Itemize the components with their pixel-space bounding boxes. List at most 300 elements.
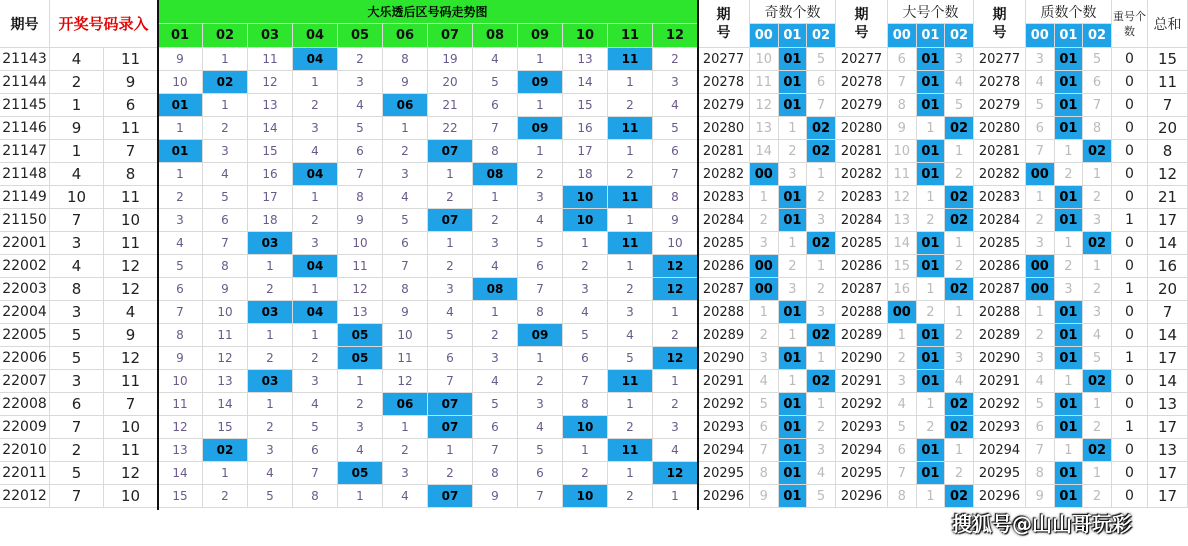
trend-cell: 2 [248, 416, 293, 439]
trend-cell: 8 [293, 485, 338, 508]
issue-cell: 22003 [0, 278, 50, 301]
trend-cell: 9 [158, 347, 203, 370]
big-count-cell: 01 [917, 255, 946, 278]
trend-cell: 9 [158, 48, 203, 71]
prime-count-cell: 4 [1026, 71, 1055, 94]
period-cell: 20295 [836, 462, 888, 485]
prime-count-cell: 7 [1026, 140, 1055, 163]
odd-count-cell: 3 [807, 301, 836, 324]
big-count-cell: 4 [945, 71, 974, 94]
trend-cell: 10 [563, 186, 608, 209]
trend-cell: 3 [428, 278, 473, 301]
draw-number-a: 1 [50, 140, 104, 163]
repeat-cell: 0 [1112, 485, 1148, 508]
big-count-cell: 02 [945, 209, 974, 232]
draw-number-b: 7 [104, 393, 158, 416]
trend-cell: 12 [653, 255, 698, 278]
trend-cell: 1 [293, 186, 338, 209]
trend-cell: 2 [608, 94, 653, 117]
trend-cell: 3 [293, 232, 338, 255]
trend-cell: 2 [338, 48, 383, 71]
big-count-cell: 01 [917, 370, 946, 393]
period-cell: 20280 [974, 117, 1026, 140]
prime-count-cell: 1 [1026, 301, 1055, 324]
trend-cell: 1 [653, 485, 698, 508]
period-cell: 20283 [836, 186, 888, 209]
total-cell: 13 [1148, 393, 1188, 416]
odd-count-cell: 3 [750, 232, 779, 255]
trend-cell: 2 [563, 462, 608, 485]
big-count-cell: 01 [917, 71, 946, 94]
trend-cell: 3 [383, 163, 428, 186]
trend-cell: 1 [203, 48, 248, 71]
prime-count-cell: 2 [1083, 278, 1112, 301]
odd-count-cell: 00 [750, 163, 779, 186]
period-cell: 20289 [836, 324, 888, 347]
repeat-cell: 0 [1112, 117, 1148, 140]
odd-count-cell: 1 [750, 301, 779, 324]
period-cell: 20281 [698, 140, 750, 163]
period-cell: 20294 [836, 439, 888, 462]
trend-cell: 4 [248, 462, 293, 485]
period-cell: 20278 [974, 71, 1026, 94]
odd-count-cell: 3 [750, 347, 779, 370]
big-count-cell: 1 [888, 324, 917, 347]
trend-cell: 11 [608, 370, 653, 393]
trend-cell: 05 [338, 462, 383, 485]
trend-col-header: 10 [563, 24, 608, 48]
trend-cell: 3 [563, 278, 608, 301]
trend-cell: 4 [473, 370, 518, 393]
issue-header-line2: 号 [854, 24, 869, 41]
trend-cell: 1 [518, 48, 563, 71]
trend-cell: 5 [428, 324, 473, 347]
big-count-cell: 15 [888, 255, 917, 278]
big-count-cell: 2 [888, 347, 917, 370]
big-count-cell: 6 [888, 48, 917, 71]
trend-cell: 1 [473, 301, 518, 324]
draw-number-a: 2 [50, 71, 104, 94]
trend-cell: 1 [563, 439, 608, 462]
prime-count-cell: 6 [1026, 117, 1055, 140]
prime-count-cell: 1 [1083, 255, 1112, 278]
trend-cell: 10 [563, 416, 608, 439]
period-cell: 20290 [836, 347, 888, 370]
trend-cell: 3 [518, 186, 563, 209]
prime-count-cell: 1 [1055, 439, 1084, 462]
trend-cell: 9 [383, 301, 428, 324]
big-count-cell: 02 [945, 416, 974, 439]
odd-count-col-header: 01 [779, 24, 808, 48]
trend-cell: 5 [338, 117, 383, 140]
trend-cell: 2 [203, 485, 248, 508]
trend-cell: 10 [383, 324, 428, 347]
trend-cell: 10 [203, 301, 248, 324]
period-cell: 20286 [698, 255, 750, 278]
trend-cell: 17 [248, 186, 293, 209]
trend-cell: 1 [248, 255, 293, 278]
trend-cell: 5 [383, 209, 428, 232]
big-count-cell: 11 [888, 163, 917, 186]
period-cell: 20279 [836, 94, 888, 117]
total-cell: 14 [1148, 324, 1188, 347]
trend-cell: 4 [293, 140, 338, 163]
odd-count-cell: 2 [750, 324, 779, 347]
issue-cell: 21146 [0, 117, 50, 140]
big-count-cell: 6 [888, 439, 917, 462]
draw-number-a: 5 [50, 347, 104, 370]
trend-cell: 17 [563, 140, 608, 163]
prime-count-cell: 01 [1055, 94, 1084, 117]
issue-cell: 21149 [0, 186, 50, 209]
period-cell: 20287 [836, 278, 888, 301]
big-count-cell: 02 [945, 393, 974, 416]
trend-cell: 5 [473, 393, 518, 416]
trend-cell: 5 [248, 485, 293, 508]
odd-count-cell: 02 [807, 232, 836, 255]
total-cell: 17 [1148, 209, 1188, 232]
prime-count-cell: 2 [1083, 416, 1112, 439]
trend-cell: 3 [518, 393, 563, 416]
trend-cell: 09 [518, 324, 563, 347]
trend-cell: 13 [248, 94, 293, 117]
draw-number-b: 10 [104, 209, 158, 232]
trend-cell: 4 [428, 301, 473, 324]
trend-cell: 06 [383, 94, 428, 117]
trend-cell: 04 [293, 255, 338, 278]
trend-cell: 2 [338, 393, 383, 416]
odd-count-cell: 01 [779, 393, 808, 416]
issue-cell: 21147 [0, 140, 50, 163]
big-count-cell: 1 [917, 485, 946, 508]
repeat-cell: 0 [1112, 324, 1148, 347]
repeat-cell: 0 [1112, 462, 1148, 485]
trend-cell: 2 [608, 416, 653, 439]
trend-cell: 3 [293, 370, 338, 393]
watermark: 搜狐号@山山哥玩彩 [952, 512, 1132, 536]
odd-count-cell: 2 [779, 140, 808, 163]
draw-number-b: 11 [104, 370, 158, 393]
trend-cell: 11 [383, 347, 428, 370]
big-count-cell: 01 [917, 48, 946, 71]
trend-cell: 2 [383, 140, 428, 163]
trend-col-header: 01 [158, 24, 203, 48]
trend-cell: 11 [608, 186, 653, 209]
trend-cell: 4 [653, 94, 698, 117]
draw-number-a: 1 [50, 94, 104, 117]
trend-cell: 9 [383, 71, 428, 94]
trend-cell: 1 [293, 278, 338, 301]
trend-cell: 1 [473, 186, 518, 209]
prime-count-col-header: 01 [1055, 24, 1084, 48]
total-cell: 16 [1148, 255, 1188, 278]
trend-cell: 13 [158, 439, 203, 462]
trend-cell: 18 [248, 209, 293, 232]
trend-cell: 6 [518, 462, 563, 485]
issue-cell: 22008 [0, 393, 50, 416]
trend-cell: 05 [338, 324, 383, 347]
trend-cell: 05 [338, 347, 383, 370]
prime-count-cell: 5 [1026, 94, 1055, 117]
trend-cell: 9 [653, 209, 698, 232]
prime-count-cell: 1 [1026, 186, 1055, 209]
total-cell: 17 [1148, 347, 1188, 370]
trend-cell: 10 [563, 485, 608, 508]
period-cell: 20289 [698, 324, 750, 347]
draw-number-a: 7 [50, 485, 104, 508]
trend-cell: 3 [293, 117, 338, 140]
odd-count-cell: 1 [807, 255, 836, 278]
trend-cell: 1 [518, 347, 563, 370]
odd-count-cell: 3 [807, 439, 836, 462]
issue-cell: 22004 [0, 301, 50, 324]
trend-cell: 4 [383, 186, 428, 209]
big-count-cell: 2 [945, 163, 974, 186]
trend-cell: 1 [293, 324, 338, 347]
period-cell: 20290 [698, 347, 750, 370]
big-count-cell: 2 [917, 301, 946, 324]
repeat-cell: 0 [1112, 232, 1148, 255]
trend-cell: 8 [338, 186, 383, 209]
trend-cell: 5 [563, 324, 608, 347]
odd-count-cell: 1 [779, 232, 808, 255]
prime-count-cell: 01 [1055, 416, 1084, 439]
trend-cell: 04 [293, 301, 338, 324]
total-cell: 7 [1148, 301, 1188, 324]
draw-number-a: 3 [50, 301, 104, 324]
trend-cell: 2 [608, 163, 653, 186]
trend-cell: 11 [158, 393, 203, 416]
odd-count-cell: 01 [779, 301, 808, 324]
total-cell: 8 [1148, 140, 1188, 163]
big-count-cell: 2 [945, 324, 974, 347]
odd-count-cell: 1 [807, 347, 836, 370]
prime-count-cell: 2 [1083, 186, 1112, 209]
total-cell: 13 [1148, 439, 1188, 462]
trend-cell: 2 [518, 370, 563, 393]
repeat-cell: 0 [1112, 163, 1148, 186]
odd-count-cell: 4 [750, 370, 779, 393]
trend-cell: 4 [293, 393, 338, 416]
prime-count-cell: 3 [1083, 209, 1112, 232]
issue-cell: 22002 [0, 255, 50, 278]
prime-count-cell: 5 [1083, 48, 1112, 71]
trend-cell: 20 [428, 71, 473, 94]
trend-cell: 1 [608, 140, 653, 163]
draw-number-a: 10 [50, 186, 104, 209]
big-count-title: 大号个数 [888, 0, 974, 24]
period-cell: 20283 [698, 186, 750, 209]
big-count-cell: 01 [917, 347, 946, 370]
trend-cell: 14 [203, 393, 248, 416]
issue-cell: 21144 [0, 71, 50, 94]
period-cell: 20282 [836, 163, 888, 186]
trend-cell: 5 [293, 416, 338, 439]
issue-cell: 22009 [0, 416, 50, 439]
prime-count-cell: 7 [1026, 439, 1055, 462]
trend-cell: 5 [653, 117, 698, 140]
issue-header-line1: 期 [854, 6, 869, 23]
odd-count-cell: 01 [779, 94, 808, 117]
trend-cell: 04 [293, 48, 338, 71]
trend-cell: 3 [608, 301, 653, 324]
issue-cell: 22010 [0, 439, 50, 462]
trend-cell: 4 [338, 94, 383, 117]
trend-cell: 01 [158, 140, 203, 163]
trend-cell: 1 [563, 232, 608, 255]
trend-cell: 1 [608, 209, 653, 232]
trend-cell: 15 [203, 416, 248, 439]
trend-cell: 3 [653, 71, 698, 94]
trend-cell: 6 [203, 209, 248, 232]
period-cell: 20296 [698, 485, 750, 508]
big-count-cell: 4 [888, 393, 917, 416]
trend-cell: 21 [428, 94, 473, 117]
prime-count-cell: 01 [1055, 186, 1084, 209]
repeat-cell: 0 [1112, 71, 1148, 94]
trend-cell: 2 [293, 94, 338, 117]
big-count-cell: 4 [945, 370, 974, 393]
prime-count-cell: 2 [1083, 485, 1112, 508]
draw-number-b: 12 [104, 255, 158, 278]
trend-cell: 1 [608, 71, 653, 94]
period-cell: 20292 [974, 393, 1026, 416]
trend-cell: 2 [293, 347, 338, 370]
period-cell: 20280 [836, 117, 888, 140]
trend-cell: 1 [653, 370, 698, 393]
trend-cell: 7 [428, 370, 473, 393]
trend-cell: 2 [158, 186, 203, 209]
trend-cell: 12 [653, 347, 698, 370]
trend-cell: 07 [428, 393, 473, 416]
trend-cell: 14 [248, 117, 293, 140]
issue-cell: 21145 [0, 94, 50, 117]
odd-count-cell: 4 [807, 462, 836, 485]
draw-number-a: 3 [50, 232, 104, 255]
period-cell: 20291 [836, 370, 888, 393]
big-count-cell: 7 [888, 71, 917, 94]
trend-cell: 5 [518, 232, 563, 255]
trend-cell: 12 [653, 278, 698, 301]
prime-count-cell: 8 [1083, 117, 1112, 140]
big-count-cell: 01 [917, 94, 946, 117]
trend-cell: 7 [338, 163, 383, 186]
trend-cell: 09 [518, 71, 563, 94]
trend-cell: 1 [518, 94, 563, 117]
period-cell: 20294 [698, 439, 750, 462]
prime-count-cell: 01 [1055, 117, 1084, 140]
odd-count-cell: 13 [750, 117, 779, 140]
trend-cell: 7 [518, 278, 563, 301]
prime-count-cell: 01 [1055, 324, 1084, 347]
draw-number-a: 5 [50, 462, 104, 485]
trend-cell: 7 [473, 117, 518, 140]
prime-count-cell: 01 [1055, 485, 1084, 508]
trend-cell: 7 [293, 462, 338, 485]
issue-cell: 22007 [0, 370, 50, 393]
draw-number-b: 4 [104, 301, 158, 324]
draw-number-b: 6 [104, 94, 158, 117]
period-cell: 20296 [974, 485, 1026, 508]
draw-number-b: 12 [104, 347, 158, 370]
trend-cell: 11 [608, 232, 653, 255]
big-count-cell: 8 [888, 485, 917, 508]
repeat-cell: 0 [1112, 439, 1148, 462]
trend-cell: 15 [248, 140, 293, 163]
period-cell: 20291 [974, 370, 1026, 393]
big-count-cell: 01 [917, 324, 946, 347]
trend-cell: 6 [518, 255, 563, 278]
trend-cell: 07 [428, 140, 473, 163]
big-count-cell: 01 [917, 232, 946, 255]
draw-number-a: 4 [50, 163, 104, 186]
trend-cell: 4 [473, 48, 518, 71]
issue-header-line1: 期 [716, 6, 731, 23]
issue-cell: 21148 [0, 163, 50, 186]
prime-count-cell: 01 [1055, 462, 1084, 485]
trend-cell: 04 [293, 163, 338, 186]
lottery-entry-header: 开奖号码录入 [50, 0, 158, 48]
trend-cell: 11 [203, 324, 248, 347]
trend-col-header: 11 [608, 24, 653, 48]
odd-count-cell: 01 [779, 416, 808, 439]
trend-cell: 07 [428, 485, 473, 508]
odd-count-cell: 01 [779, 209, 808, 232]
repeat-cell: 0 [1112, 94, 1148, 117]
odd-count-cell: 02 [807, 117, 836, 140]
trend-cell: 5 [518, 439, 563, 462]
prime-count-cell: 2 [1026, 209, 1055, 232]
trend-cell: 1 [428, 439, 473, 462]
issue-cell: 21150 [0, 209, 50, 232]
period-cell: 20285 [836, 232, 888, 255]
trend-cell: 8 [203, 255, 248, 278]
trend-cell: 8 [158, 324, 203, 347]
big-count-cell: 5 [888, 416, 917, 439]
trend-cell: 2 [608, 485, 653, 508]
trend-cell: 7 [383, 255, 428, 278]
trend-cell: 03 [248, 232, 293, 255]
prime-count-cell: 02 [1083, 232, 1112, 255]
trend-col-header: 05 [338, 24, 383, 48]
trend-cell: 8 [653, 186, 698, 209]
period-cell: 20292 [836, 393, 888, 416]
trend-cell: 8 [383, 48, 428, 71]
trend-cell: 2 [473, 209, 518, 232]
period-cell: 20278 [698, 71, 750, 94]
repeat-cell: 0 [1112, 393, 1148, 416]
period-cell: 20288 [836, 301, 888, 324]
odd-count-cell: 7 [807, 94, 836, 117]
odd-count-cell: 01 [779, 462, 808, 485]
prime-count-cell: 5 [1026, 393, 1055, 416]
draw-number-b: 10 [104, 485, 158, 508]
prime-count-cell: 02 [1083, 370, 1112, 393]
trend-cell: 06 [383, 393, 428, 416]
prime-count-cell: 7 [1083, 94, 1112, 117]
trend-cell: 4 [203, 163, 248, 186]
odd-count-cell: 3 [807, 209, 836, 232]
prime-count-cell: 3 [1026, 48, 1055, 71]
trend-cell: 6 [473, 416, 518, 439]
odd-count-cell: 01 [779, 71, 808, 94]
total-cell: 20 [1148, 117, 1188, 140]
trend-cell: 15 [158, 485, 203, 508]
prime-count-cell: 1 [1055, 232, 1084, 255]
column-separator [157, 0, 159, 510]
trend-cell: 2 [653, 324, 698, 347]
period-cell: 20284 [698, 209, 750, 232]
